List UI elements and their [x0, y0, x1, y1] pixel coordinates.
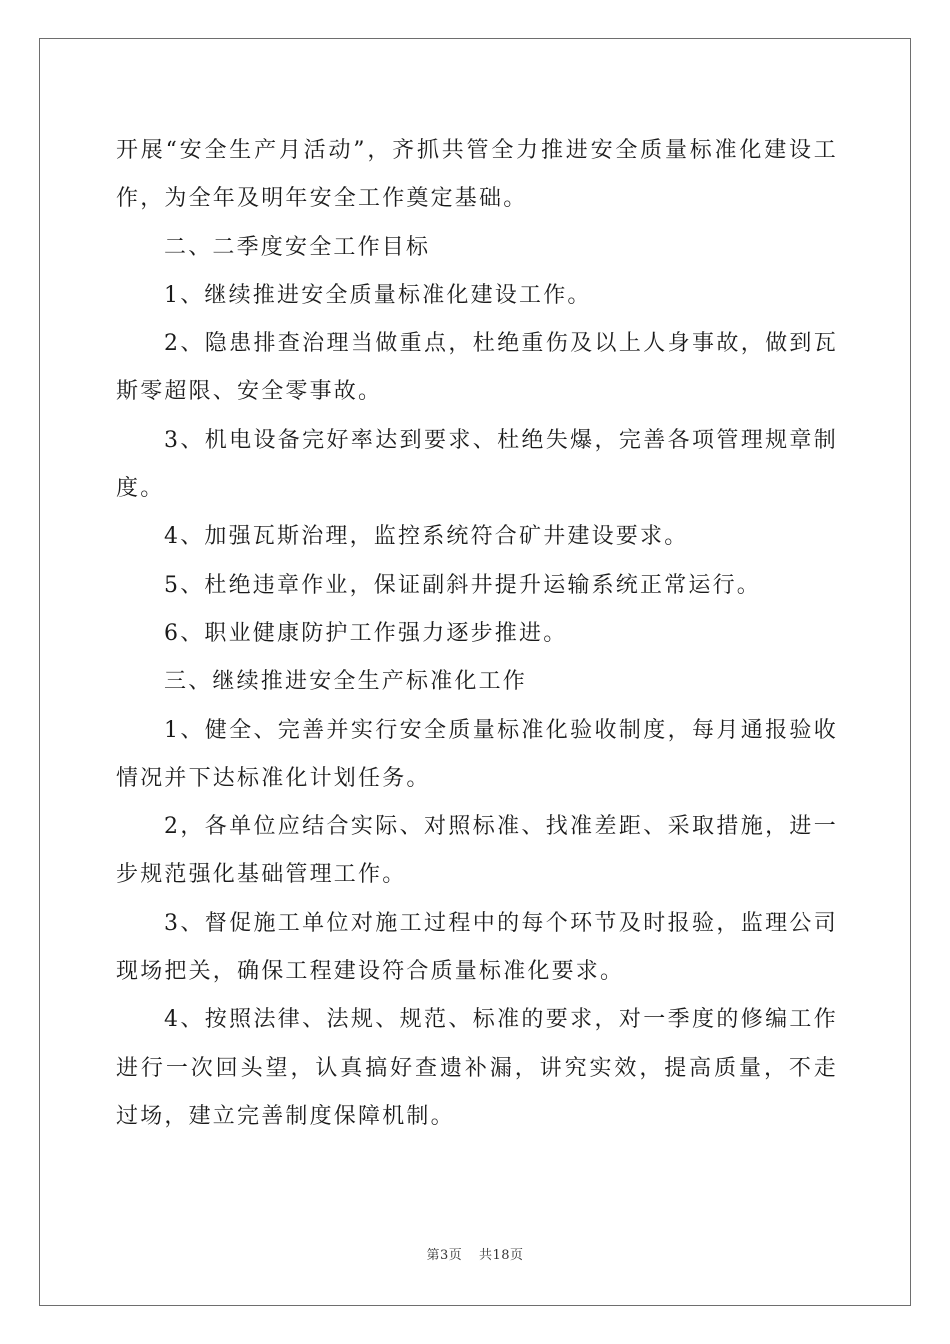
- standard-item-3: 3、督促施工单位对施工过程中的每个环节及时报验，监理公司现场把关，确保工程建设符合质量标准化要求。: [116, 910, 838, 985]
- standard-item-4: 4、按照法律、法规、规范、标准的要求，对一季度的修编工作进行一次回头望，认真搞好查遗补漏，讲究实效，提高质量，不走过场，建立完善制度保障机制。: [116, 1007, 838, 1129]
- section-heading-3: 三、继续推进安全生产标准化工作: [164, 669, 528, 695]
- goal-item-1: 1、继续推进安全质量标准化建设工作。: [164, 282, 592, 308]
- standard-item-2: 2，各单位应结合实际、对照标准、找准差距、采取措施，进一步规范强化基础管理工作。: [116, 814, 838, 888]
- goal-item-6: 6、职业健康防护工作强力逐步推进。: [164, 620, 568, 646]
- paragraph-1: 开展“安全生产月活动”，齐抓共管全力推进安全质量标准化建设工作，为全年及明年安全工作奠定基础。: [116, 138, 838, 212]
- goal-item-2: 2、隐患排查治理当做重点，杜绝重伤及以上人身事故，做到瓦斯零超限、安全零事故。: [116, 331, 838, 405]
- section-heading-2: 二、二季度安全工作目标: [164, 234, 431, 260]
- page-footer: [0, 1246, 950, 1266]
- total-pages: 共18页: [478, 1248, 524, 1263]
- page-number: 第3页: [426, 1248, 463, 1263]
- document-body: [116, 127, 838, 1141]
- goal-item-5: 5、杜绝违章作业，保证副斜井提升运输系统正常运行。: [164, 572, 761, 598]
- goal-item-3: 3、机电设备完好率达到要求、杜绝失爆，完善各项管理规章制度。: [116, 427, 838, 502]
- goal-item-4: 4、加强瓦斯治理，监控系统符合矿井建设要求。: [164, 524, 689, 550]
- standard-item-1: 1、健全、完善并实行安全质量标准化验收制度，每月通报验收情况并下达标准化计划任务。: [116, 717, 838, 791]
